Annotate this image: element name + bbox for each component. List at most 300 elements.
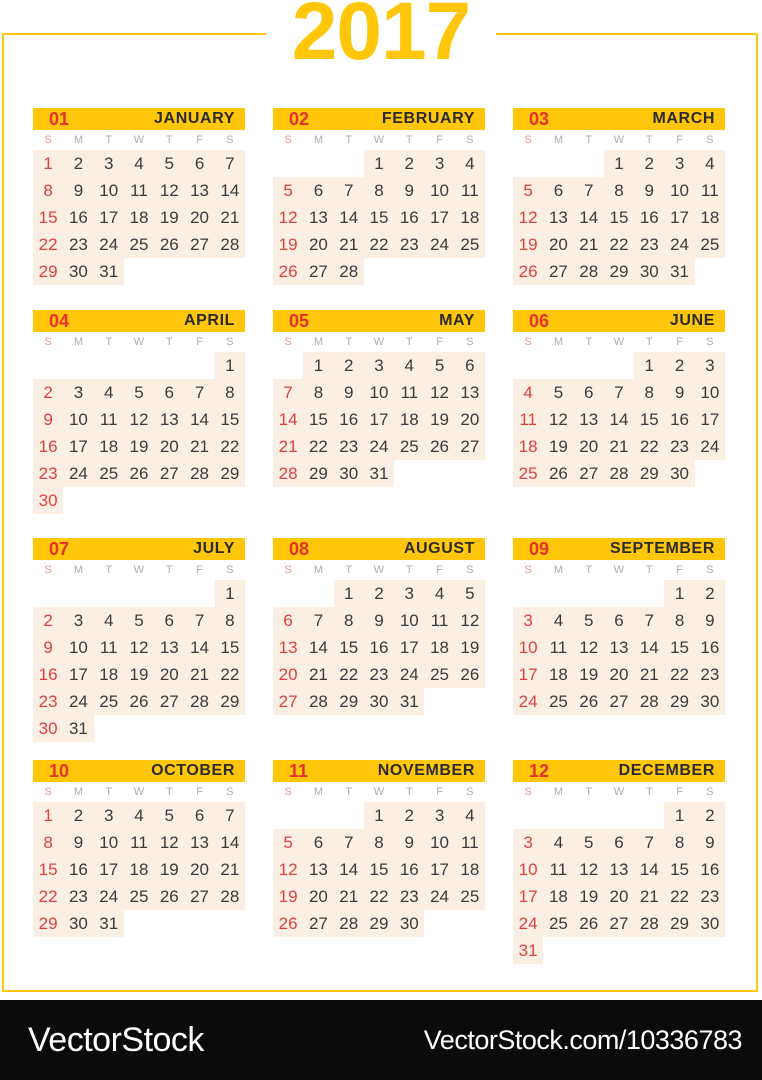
weekday-row xyxy=(513,130,725,150)
date-cell: 12 xyxy=(154,829,184,856)
empty-cell xyxy=(154,910,184,937)
weekday-label: T xyxy=(105,786,113,798)
week-row xyxy=(273,580,485,607)
weekday-label: S xyxy=(284,336,292,348)
week-row xyxy=(513,460,725,487)
month-header xyxy=(513,538,725,560)
year-text: 2017 xyxy=(266,0,496,71)
weekday-label: F xyxy=(436,336,443,348)
date-cell: 7 xyxy=(273,379,303,406)
date-cell: 1 xyxy=(664,580,694,607)
months-grid xyxy=(33,108,725,964)
empty-cell xyxy=(124,258,154,285)
date-cell: 13 xyxy=(455,379,485,406)
date-cell: 22 xyxy=(364,883,394,910)
empty-cell xyxy=(455,258,485,285)
empty-cell xyxy=(94,487,124,514)
empty-cell xyxy=(664,937,694,964)
date-cell: 4 xyxy=(124,150,154,177)
week-row xyxy=(513,177,725,204)
week-row xyxy=(33,661,245,688)
date-cell: 18 xyxy=(124,204,154,231)
empty-cell xyxy=(184,487,214,514)
weekday-label: F xyxy=(676,336,683,348)
empty-cell xyxy=(424,460,454,487)
week-row xyxy=(513,856,725,883)
date-cell: 26 xyxy=(455,661,485,688)
week-row xyxy=(273,607,485,634)
date-cell: 11 xyxy=(513,406,543,433)
weekday-label: T xyxy=(165,786,173,798)
empty-cell xyxy=(574,580,604,607)
date-cell: 27 xyxy=(184,231,214,258)
date-cell: 8 xyxy=(215,379,245,406)
date-cell: 2 xyxy=(33,379,63,406)
date-cell: 21 xyxy=(184,661,214,688)
week-row xyxy=(33,910,245,937)
date-cell: 25 xyxy=(543,688,573,715)
date-cell: 28 xyxy=(604,460,634,487)
month-august xyxy=(273,538,485,715)
month-number: 11 xyxy=(289,760,309,781)
date-cell: 4 xyxy=(513,379,543,406)
year-title xyxy=(0,0,762,77)
week-row xyxy=(513,433,725,460)
date-cell: 18 xyxy=(695,204,725,231)
date-cell: 17 xyxy=(364,406,394,433)
date-cell: 17 xyxy=(424,204,454,231)
weekday-label: F xyxy=(196,134,203,146)
week-row xyxy=(33,150,245,177)
empty-cell xyxy=(394,460,424,487)
date-cell: 5 xyxy=(543,379,573,406)
date-cell: 1 xyxy=(634,352,664,379)
month-header xyxy=(513,310,725,332)
week-row xyxy=(513,231,725,258)
empty-cell xyxy=(303,802,333,829)
weekday-row xyxy=(273,560,485,580)
week-row xyxy=(513,688,725,715)
date-cell: 27 xyxy=(303,258,333,285)
date-cell: 17 xyxy=(394,634,424,661)
date-cell: 6 xyxy=(303,829,333,856)
date-cell: 7 xyxy=(184,379,214,406)
date-cell: 20 xyxy=(543,231,573,258)
date-cell: 18 xyxy=(455,204,485,231)
empty-cell xyxy=(273,352,303,379)
month-name: JULY xyxy=(193,540,235,557)
date-cell: 8 xyxy=(364,177,394,204)
date-cell: 24 xyxy=(664,231,694,258)
weekday-label: S xyxy=(466,564,474,576)
date-cell: 22 xyxy=(664,661,694,688)
week-row xyxy=(33,829,245,856)
weekday-row xyxy=(273,332,485,352)
date-cell: 15 xyxy=(303,406,333,433)
date-cell: 24 xyxy=(63,688,93,715)
weekday-label: M xyxy=(553,786,563,798)
empty-cell xyxy=(184,352,214,379)
date-cell: 16 xyxy=(33,433,63,460)
date-cell: 9 xyxy=(394,177,424,204)
date-cell: 4 xyxy=(455,150,485,177)
date-cell: 14 xyxy=(574,204,604,231)
empty-cell xyxy=(94,715,124,742)
empty-cell xyxy=(33,352,63,379)
week-row xyxy=(513,352,725,379)
date-cell: 24 xyxy=(695,433,725,460)
date-cell: 10 xyxy=(513,634,543,661)
date-cell: 25 xyxy=(124,231,154,258)
date-cell: 12 xyxy=(455,607,485,634)
date-cell: 25 xyxy=(424,661,454,688)
date-cell: 13 xyxy=(604,856,634,883)
date-cell: 26 xyxy=(273,258,303,285)
date-cell: 6 xyxy=(154,607,184,634)
date-cell: 26 xyxy=(124,688,154,715)
date-cell: 3 xyxy=(424,802,454,829)
weekday-label: S xyxy=(524,134,532,146)
date-cell: 10 xyxy=(63,634,93,661)
date-cell: 28 xyxy=(574,258,604,285)
empty-cell xyxy=(394,258,424,285)
date-cell: 5 xyxy=(154,802,184,829)
date-cell: 11 xyxy=(543,856,573,883)
month-header xyxy=(33,310,245,332)
date-cell: 1 xyxy=(33,802,63,829)
date-cell: 1 xyxy=(364,802,394,829)
date-cell: 13 xyxy=(604,634,634,661)
weekday-row xyxy=(273,130,485,150)
week-row xyxy=(33,177,245,204)
date-cell: 5 xyxy=(574,607,604,634)
week-row xyxy=(33,231,245,258)
week-row xyxy=(513,580,725,607)
date-cell: 1 xyxy=(303,352,333,379)
empty-cell xyxy=(364,258,394,285)
date-cell: 6 xyxy=(604,607,634,634)
date-cell: 15 xyxy=(33,856,63,883)
week-row xyxy=(513,258,725,285)
weekday-label: M xyxy=(553,134,563,146)
date-cell: 29 xyxy=(364,910,394,937)
vectorstock-logo: VectorStock xyxy=(28,1020,204,1059)
date-cell: 29 xyxy=(215,688,245,715)
date-cell: 8 xyxy=(303,379,333,406)
date-cell: 16 xyxy=(394,204,424,231)
date-cell: 3 xyxy=(424,150,454,177)
date-cell: 3 xyxy=(94,150,124,177)
empty-cell xyxy=(543,937,573,964)
date-cell: 19 xyxy=(124,433,154,460)
weekday-label: W xyxy=(133,134,145,146)
weekday-label: T xyxy=(645,336,653,348)
date-cell: 16 xyxy=(634,204,664,231)
date-cell: 10 xyxy=(394,607,424,634)
month-number: 03 xyxy=(529,108,550,129)
empty-cell xyxy=(574,150,604,177)
weekday-label: F xyxy=(676,786,683,798)
date-cell: 9 xyxy=(33,634,63,661)
weekday-label: T xyxy=(105,564,113,576)
month-february xyxy=(273,108,485,285)
weekday-label: M xyxy=(313,564,323,576)
date-cell: 21 xyxy=(215,856,245,883)
date-cell: 2 xyxy=(33,607,63,634)
empty-cell xyxy=(154,352,184,379)
date-cell: 21 xyxy=(215,204,245,231)
weekday-row xyxy=(33,560,245,580)
empty-cell xyxy=(543,150,573,177)
date-cell: 17 xyxy=(664,204,694,231)
date-cell: 20 xyxy=(184,856,214,883)
week-row xyxy=(33,460,245,487)
month-number: 01 xyxy=(49,108,70,129)
date-cell: 18 xyxy=(424,634,454,661)
date-cell: 12 xyxy=(424,379,454,406)
month-number: 08 xyxy=(289,538,310,559)
date-cell: 27 xyxy=(154,688,184,715)
date-cell: 22 xyxy=(215,661,245,688)
month-header xyxy=(513,760,725,782)
empty-cell xyxy=(424,910,454,937)
date-cell: 16 xyxy=(394,856,424,883)
week-row xyxy=(33,487,245,514)
date-cell: 7 xyxy=(215,150,245,177)
date-cell: 1 xyxy=(664,802,694,829)
date-cell: 28 xyxy=(303,688,333,715)
date-cell: 18 xyxy=(543,883,573,910)
date-cell: 22 xyxy=(604,231,634,258)
weekday-label: S xyxy=(706,564,714,576)
date-cell: 23 xyxy=(695,661,725,688)
date-cell: 15 xyxy=(634,406,664,433)
date-cell: 17 xyxy=(63,661,93,688)
date-cell: 27 xyxy=(604,688,634,715)
date-cell: 19 xyxy=(124,661,154,688)
empty-cell xyxy=(215,910,245,937)
date-cell: 30 xyxy=(664,460,694,487)
date-cell: 22 xyxy=(634,433,664,460)
date-cell: 23 xyxy=(664,433,694,460)
date-cell: 6 xyxy=(184,150,214,177)
date-cell: 13 xyxy=(184,829,214,856)
date-cell: 5 xyxy=(273,829,303,856)
weekday-label: S xyxy=(226,564,234,576)
week-row xyxy=(273,258,485,285)
empty-cell xyxy=(543,580,573,607)
date-cell: 18 xyxy=(394,406,424,433)
weekday-label: S xyxy=(466,336,474,348)
month-name: DECEMBER xyxy=(618,762,715,779)
date-cell: 7 xyxy=(634,607,664,634)
date-cell: 8 xyxy=(634,379,664,406)
date-cell: 16 xyxy=(695,634,725,661)
week-row xyxy=(33,607,245,634)
date-cell: 23 xyxy=(695,883,725,910)
week-row xyxy=(33,856,245,883)
week-row xyxy=(513,150,725,177)
date-cell: 12 xyxy=(574,634,604,661)
week-row xyxy=(273,634,485,661)
date-cell: 7 xyxy=(184,607,214,634)
date-cell: 14 xyxy=(604,406,634,433)
date-cell: 10 xyxy=(424,177,454,204)
weekday-label: W xyxy=(613,336,625,348)
date-cell: 25 xyxy=(695,231,725,258)
weekday-label: T xyxy=(645,134,653,146)
week-row xyxy=(33,204,245,231)
weekday-label: S xyxy=(706,786,714,798)
date-cell: 9 xyxy=(334,379,364,406)
date-cell: 24 xyxy=(424,231,454,258)
empty-cell xyxy=(215,258,245,285)
date-cell: 4 xyxy=(124,802,154,829)
weekday-label: S xyxy=(44,134,52,146)
empty-cell xyxy=(124,715,154,742)
date-cell: 20 xyxy=(604,883,634,910)
date-cell: 12 xyxy=(574,856,604,883)
month-name: AUGUST xyxy=(403,540,475,557)
weekday-label: S xyxy=(466,134,474,146)
date-cell: 26 xyxy=(424,433,454,460)
date-cell: 14 xyxy=(215,829,245,856)
week-row xyxy=(33,580,245,607)
date-cell: 10 xyxy=(664,177,694,204)
date-cell: 31 xyxy=(664,258,694,285)
date-cell: 10 xyxy=(424,829,454,856)
weekday-label: M xyxy=(73,336,83,348)
date-cell: 7 xyxy=(604,379,634,406)
empty-cell xyxy=(634,937,664,964)
date-cell: 11 xyxy=(94,634,124,661)
weekday-label: S xyxy=(44,786,52,798)
week-row xyxy=(33,406,245,433)
month-header xyxy=(513,108,725,130)
date-cell: 5 xyxy=(424,352,454,379)
date-cell: 23 xyxy=(33,688,63,715)
empty-cell xyxy=(574,937,604,964)
date-cell: 2 xyxy=(334,352,364,379)
date-cell: 29 xyxy=(334,688,364,715)
date-cell: 26 xyxy=(124,460,154,487)
week-row xyxy=(273,379,485,406)
week-row xyxy=(513,661,725,688)
date-cell: 30 xyxy=(33,487,63,514)
weekday-label: M xyxy=(313,134,323,146)
date-cell: 8 xyxy=(664,607,694,634)
weekday-label: S xyxy=(226,336,234,348)
date-cell: 17 xyxy=(94,856,124,883)
date-cell: 3 xyxy=(695,352,725,379)
date-cell: 9 xyxy=(364,607,394,634)
date-cell: 13 xyxy=(184,177,214,204)
weekday-label: S xyxy=(44,564,52,576)
week-row xyxy=(273,829,485,856)
date-cell: 26 xyxy=(154,231,184,258)
date-cell: 29 xyxy=(215,460,245,487)
date-cell: 28 xyxy=(634,910,664,937)
empty-cell xyxy=(334,150,364,177)
date-cell: 10 xyxy=(94,177,124,204)
date-cell: 25 xyxy=(513,460,543,487)
empty-cell xyxy=(574,802,604,829)
date-cell: 19 xyxy=(273,883,303,910)
empty-cell xyxy=(94,352,124,379)
weekday-label: W xyxy=(373,564,385,576)
date-cell: 29 xyxy=(664,688,694,715)
week-row xyxy=(513,406,725,433)
date-cell: 23 xyxy=(634,231,664,258)
image-credit-url: VectorStock.com/10336783 xyxy=(423,1024,742,1055)
date-cell: 26 xyxy=(574,688,604,715)
date-cell: 9 xyxy=(695,829,725,856)
date-cell: 28 xyxy=(184,460,214,487)
weekday-label: S xyxy=(284,134,292,146)
week-row xyxy=(33,433,245,460)
weekday-label: S xyxy=(524,336,532,348)
month-may xyxy=(273,310,485,487)
date-cell: 21 xyxy=(574,231,604,258)
week-row xyxy=(33,379,245,406)
date-cell: 3 xyxy=(364,352,394,379)
week-row xyxy=(513,204,725,231)
weekday-label: M xyxy=(73,786,83,798)
date-cell: 3 xyxy=(513,607,543,634)
weekday-label: F xyxy=(436,786,443,798)
month-number: 02 xyxy=(289,108,310,129)
date-cell: 27 xyxy=(543,258,573,285)
week-row xyxy=(273,177,485,204)
date-cell: 16 xyxy=(695,856,725,883)
weekday-label: F xyxy=(676,134,683,146)
date-cell: 8 xyxy=(604,177,634,204)
date-cell: 22 xyxy=(664,883,694,910)
month-number: 12 xyxy=(529,760,550,781)
empty-cell xyxy=(695,258,725,285)
weekday-label: T xyxy=(345,786,353,798)
date-cell: 20 xyxy=(154,661,184,688)
week-row xyxy=(513,937,725,964)
month-name: MARCH xyxy=(652,110,715,127)
date-cell: 3 xyxy=(63,607,93,634)
weekday-label: T xyxy=(585,134,593,146)
date-cell: 25 xyxy=(124,883,154,910)
date-cell: 6 xyxy=(543,177,573,204)
empty-cell xyxy=(303,580,333,607)
date-cell: 10 xyxy=(695,379,725,406)
date-cell: 20 xyxy=(184,204,214,231)
month-number: 09 xyxy=(529,538,550,559)
date-cell: 14 xyxy=(634,634,664,661)
date-cell: 19 xyxy=(273,231,303,258)
weekday-label: S xyxy=(226,786,234,798)
date-cell: 15 xyxy=(215,406,245,433)
weekday-label: W xyxy=(373,786,385,798)
week-row xyxy=(273,460,485,487)
date-cell: 21 xyxy=(184,433,214,460)
date-cell: 31 xyxy=(364,460,394,487)
date-cell: 5 xyxy=(273,177,303,204)
date-cell: 4 xyxy=(394,352,424,379)
date-cell: 30 xyxy=(63,910,93,937)
date-cell: 5 xyxy=(455,580,485,607)
week-row xyxy=(273,802,485,829)
empty-cell xyxy=(604,802,634,829)
weekday-label: T xyxy=(345,336,353,348)
date-cell: 8 xyxy=(334,607,364,634)
date-cell: 15 xyxy=(364,856,394,883)
